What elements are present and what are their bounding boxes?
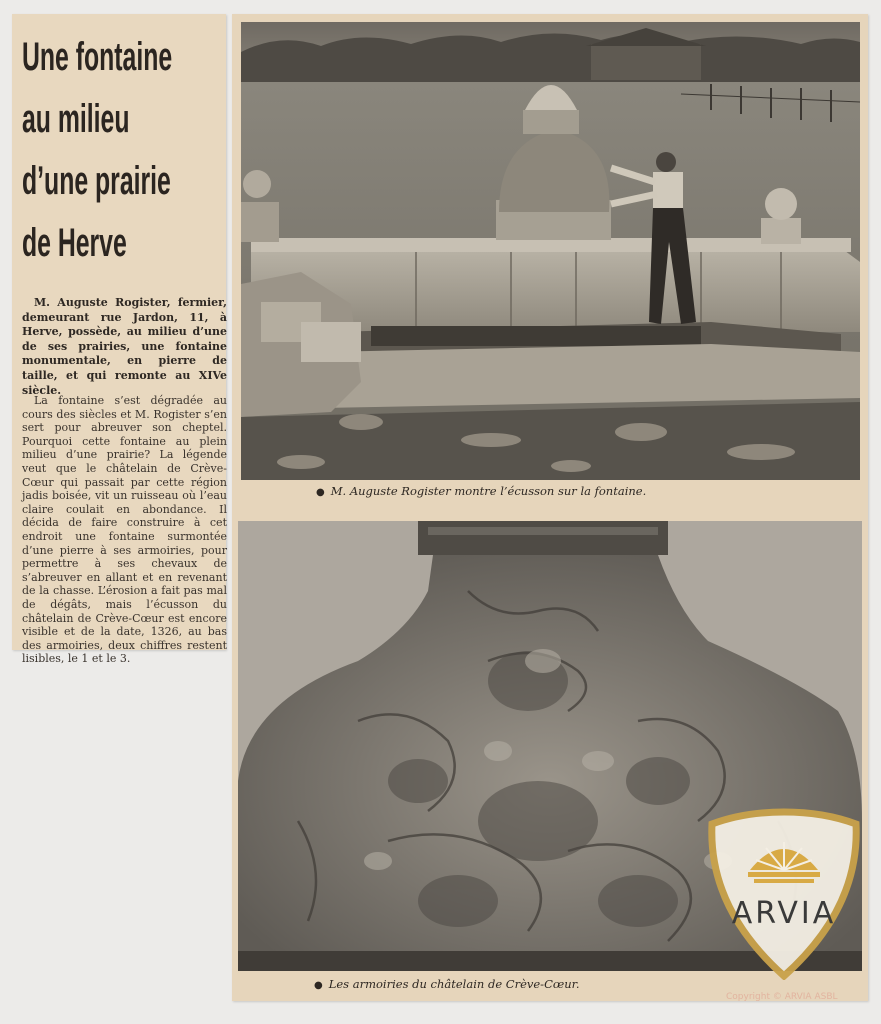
caption-text: Les armoiries du châtelain de Crève-Cœur. — [328, 977, 580, 991]
article-headline — [22, 26, 173, 274]
caption-bullet: ● — [314, 980, 323, 991]
caption-bullet: ● — [316, 487, 325, 498]
article-clipping — [12, 14, 227, 666]
photo-caption — [316, 484, 646, 498]
arvia-logo — [706, 808, 862, 980]
photo-caption — [314, 977, 580, 991]
copyright-notice: Copyright © ARVIA ASBL — [726, 992, 838, 1002]
caption-text: M. Auguste Rogister montre l’écusson sur la fontaine. — [330, 484, 647, 498]
article-lead: M. Auguste Rogister, fermier, demeurant rue Jardon, 11, à Herve, possède, au milieu d’une de ses prairies, une fontaine monumentale, en pierre de taille, et qui remonte au XIVe siècle. — [22, 296, 227, 397]
headline-line: Une fontaine — [22, 35, 173, 79]
article-body: La fontaine s’est dégradée au cours des siècles et M. Rogister s’en sert pour abreuver son cheptel. Pourquoi cette fontaine au plein milieu d’une prairie? La légende veut que le châtelain de Crève-Cœur qui passait par cette région jadis boisée, vit un ruisseau où l’eau claire coulait en abondance. Il décida de faire construire à cet endroit une fontaine surmontée d’une pierre à ses armoiries, pour permettre à ses chevaux de s’abreuver en allant et en revenant de la chasse. L’érosion a fait pas mal de dégâts, mais l’écusson du châtelain de Crève-Cœur est encore visible et de la date, 1326, au bas des armoiries, deux chiffres restent lisibles, le 1 et le 3. — [22, 394, 227, 666]
headline-line: de Herve — [22, 221, 127, 265]
logo-text: ARVIA — [731, 896, 837, 931]
fountain-photo — [241, 22, 860, 480]
headline-line: au milieu — [22, 97, 130, 141]
headline-line: d’une prairie — [22, 159, 171, 203]
